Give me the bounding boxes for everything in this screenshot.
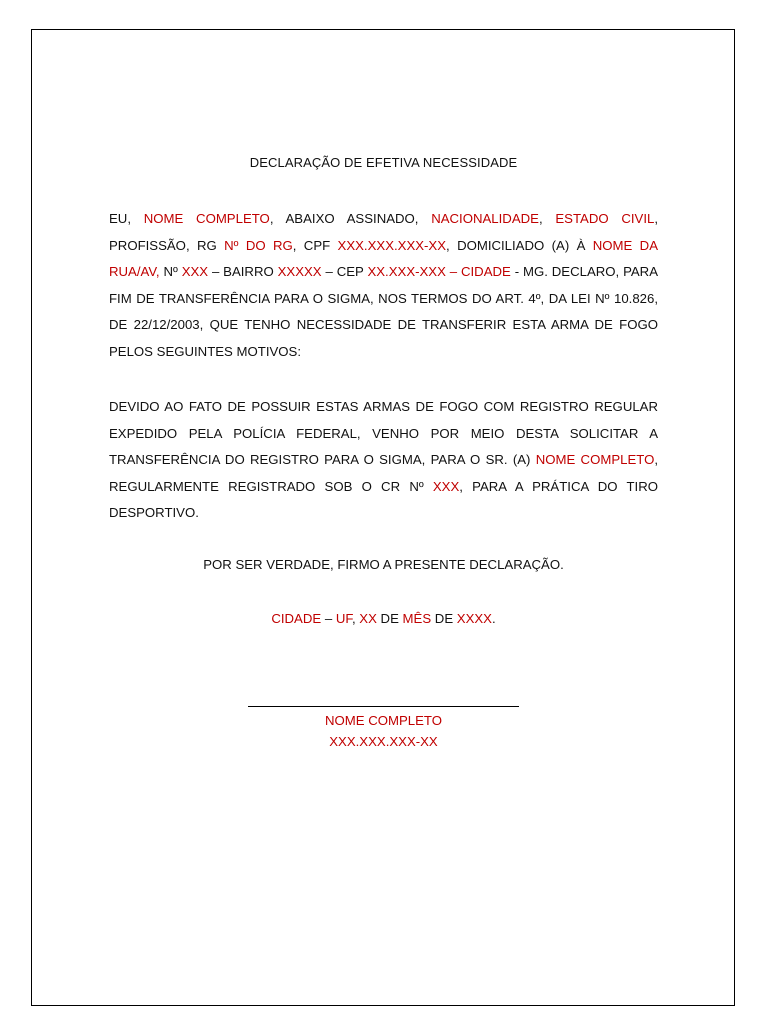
static-text: . — [491, 611, 496, 626]
placeholder-text: Nº DO RG — [224, 237, 293, 253]
static-text: – BAIRRO — [208, 264, 278, 280]
static-text: DE — [376, 611, 403, 626]
motives-paragraph — [109, 394, 658, 527]
static-text: - MG. DECLARO, PARA FIM DE TRANSFERÊNCIA PARA O SIGMA, NOS TERMOS DO ART. 4º, DA LEI Nº 10.826, DE 22/12/2003, QUE TENHO NECESSIDADE DE TRANSFERIR ESTA ARMA DE FOGO PELOS SEGUINTES MOTIVOS: — [109, 264, 659, 359]
static-text: , REGULARMENTE REGISTRADO SOB O CR Nº — [109, 452, 658, 494]
placeholder-text: NOME COMPLETO — [143, 211, 270, 226]
placeholder-text: XX — [359, 611, 377, 626]
placeholder-text: NOME DA RUA/AV, — [109, 237, 659, 280]
placeholder-text: ESTADO CIVIL — [555, 211, 655, 226]
static-text: , PARA A PRÁTICA DO TIRO DESPORTIVO. — [109, 478, 658, 521]
placeholder-text: XXX — [432, 478, 460, 494]
static-text: , — [538, 211, 556, 226]
signature-line — [248, 706, 519, 707]
placeholder-text: NOME COMPLETO — [535, 452, 655, 468]
placeholder-text: XXXX — [456, 611, 492, 626]
placeholder-text: XXXXX — [277, 264, 322, 280]
declaration-paragraph — [109, 206, 658, 366]
signature-name: NOME COMPLETO — [325, 713, 442, 728]
placeholder-text: NACIONALIDADE — [431, 211, 539, 226]
static-text: – — [321, 611, 336, 626]
static-text: Nº — [159, 264, 182, 280]
placeholder-text: XX.XXX-XXX – CIDADE — [367, 264, 511, 280]
static-text: DEVIDO AO FATO DE POSSUIR ESTAS ARMAS DE FOGO COM REGISTRO REGULAR EXPEDIDO PELA POLÍCIA FEDERAL, VENHO POR MEIO DESTA SOLICITAR A TRANSFERÊNCIA DO REGISTRO PARA O SIGMA, PARA O SR. (A) — [109, 399, 658, 468]
static-text: , DOMICILIADO (A) À — [446, 237, 593, 253]
affirmation-line: POR SER VERDADE, FIRMO A PRESENTE DECLARAÇÃO. — [203, 557, 564, 572]
static-text: EU, — [109, 211, 144, 226]
static-text: , PROFISSÃO, RG — [109, 211, 659, 253]
document-title: DECLARAÇÃO DE EFETIVA NECESSIDADE — [249, 155, 518, 170]
placeholder-text: CIDADE — [271, 611, 322, 626]
placeholder-text: XXX.XXX.XXX-XX — [337, 237, 447, 253]
static-text: DE — [431, 611, 457, 626]
static-text: – CEP — [321, 264, 368, 280]
placeholder-text: MÊS — [402, 611, 432, 626]
date-line — [109, 611, 658, 626]
placeholder-text: XXX — [181, 264, 209, 280]
signature-cpf: XXX.XXX.XXX-XX — [329, 734, 438, 749]
placeholder-text: UF — [335, 611, 352, 626]
static-text: , ABAIXO ASSINADO, — [269, 211, 432, 226]
static-text: , CPF — [292, 237, 338, 253]
static-text: , — [351, 611, 360, 626]
